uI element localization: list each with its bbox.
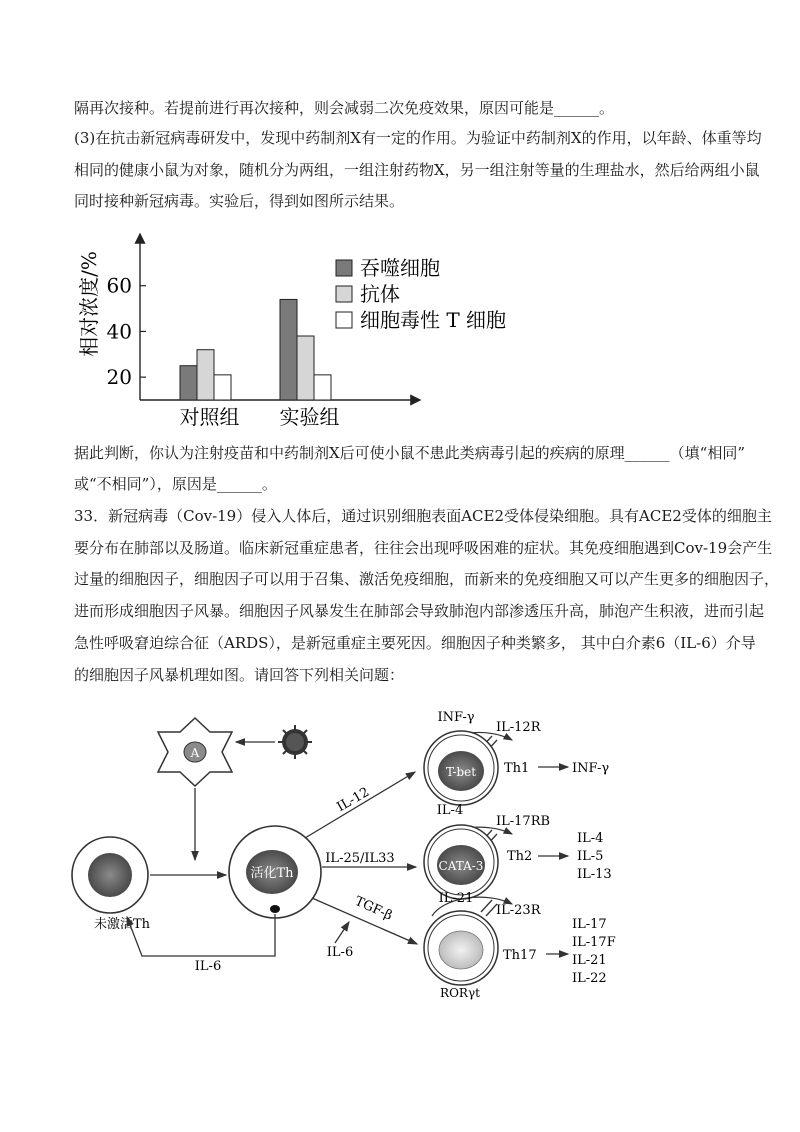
legend-label: 细胞毒性 T 细胞 [360, 308, 507, 332]
naive-th-nucleus [88, 853, 132, 897]
legend-swatch [336, 260, 352, 276]
th1-receptor-label: IL-12R [496, 720, 541, 735]
text-line-3: 相同的健康小鼠为对象，随机分为两组，一组注射药物X，另一组注射等量的生理盐水，然后给两组小鼠 [74, 161, 760, 179]
th17-name: Th17 [503, 948, 537, 963]
arrow-il6-in [335, 922, 349, 943]
th17-loop-label: IL-21 [438, 891, 474, 906]
th17-nucleus-label: RORγt [440, 986, 480, 1000]
th2-group [424, 803, 612, 899]
il6-loop-label: IL-6 [194, 959, 222, 974]
virus-icon [278, 725, 312, 759]
cytokine-storm-diagram [60, 700, 660, 1005]
th1-nucleus-label: T-bet [445, 765, 477, 779]
bar-chart [60, 222, 620, 437]
text-line-2: (3)在抗击新冠病毒研发中，发现中药制剂X有一定的作用。为验证中药制剂X的作用，以年龄、体重等均 [74, 129, 762, 147]
text-line-5: 据此判断，你认为注射疫苗和中药制剂X后可使小鼠不患此类病毒引起的疾病的原理______（填“相同” [74, 444, 746, 462]
th2-output-2: IL-5 [577, 849, 604, 864]
text-line-9: 过量的细胞因子，细胞因子可以用于召集、激活免疫细胞，而新来的免疫细胞又可以产生更多的细胞因子， [74, 570, 780, 588]
chart-ylabel: 相对浓度/% [77, 251, 101, 357]
text-line-6: 或“不相同”），原因是______。 [74, 475, 277, 493]
th2-output-1: IL-4 [577, 831, 604, 846]
naive-th-label: 未激活Th [93, 917, 151, 932]
text-line-12: 的细胞因子风暴机理如图。请回答下列相关问题： [74, 666, 405, 684]
bar-1-2 [197, 350, 214, 400]
th1-name: Th1 [504, 761, 530, 776]
legend-swatch [336, 312, 352, 328]
y-tick-label: 40 [106, 319, 132, 344]
legend-label: 抗体 [360, 282, 400, 306]
y-tick-label: 20 [106, 365, 132, 390]
th17-output-4: IL-22 [572, 971, 607, 986]
th1-loop-label: INF-γ [437, 710, 475, 725]
text-line-4: 同时接种新冠病毒。实验后，得到如图所示结果。 [74, 192, 405, 210]
legend-swatch [336, 286, 352, 302]
bar-2-1 [280, 299, 297, 400]
x-category-label: 实验组 [279, 405, 340, 429]
text-line-11: 急性呼吸窘迫综合征（ARDS），是新冠重症主要死因。细胞因子种类繁多， 其中白介素6（IL-6）介导 [74, 634, 756, 652]
il25-label: IL-25/IL33 [325, 851, 395, 866]
th17-output-3: IL-21 [572, 953, 607, 968]
il12-label: IL-12 [334, 784, 373, 816]
il6-receptor-dot [270, 905, 280, 913]
th17-group [424, 891, 616, 1000]
th2-nucleus-label: CATA-3 [438, 859, 484, 873]
arrow-to-th1 [305, 772, 415, 838]
cell-a-label: A [190, 746, 200, 760]
bar-1-3 [214, 375, 231, 400]
text-line-7: 33．新冠病毒（Cov-19）侵入人体后，通过识别细胞表面ACE2受体侵染细胞。具有ACE2受体的细胞主 [74, 507, 772, 525]
th2-output-3: IL-13 [577, 867, 612, 882]
legend-label: 吞噬细胞 [360, 256, 440, 280]
th1-group [424, 710, 609, 805]
th2-loop-label: IL-4 [436, 803, 464, 818]
th2-name: Th2 [507, 849, 533, 864]
tgf-label: TGF-β [352, 893, 395, 924]
th17-output-1: IL-17 [572, 917, 607, 932]
y-tick-label: 60 [106, 273, 132, 298]
th17-receptor-label: IL-23R [496, 903, 541, 918]
th17-output-2: IL-17F [572, 935, 616, 950]
text-line-1: 隔再次接种。若提前进行再次接种，则会减弱二次免疫效果，原因可能是______。 [74, 99, 615, 117]
x-category-label: 对照组 [179, 405, 240, 429]
th1-output-1: INF-γ [572, 761, 610, 776]
bar-1-1 [180, 366, 197, 400]
text-line-10: 进而形成细胞因子风暴。细胞因子风暴发生在肺部会导致肺泡内部渗透压升高，肺泡产生积液，进而引起 [74, 602, 765, 620]
th2-receptor-label: IL-17RB [496, 814, 551, 829]
bar-2-2 [297, 336, 314, 400]
activated-th-label: 活化Th [250, 866, 294, 881]
bar-2-3 [314, 375, 331, 400]
il6-in-label: IL-6 [326, 945, 354, 960]
text-line-8: 要分布在肺部以及肠道。临床新冠重症患者，往往会出现呼吸困难的症状。其免疫细胞遇到Cov-19会产生 [74, 539, 773, 557]
